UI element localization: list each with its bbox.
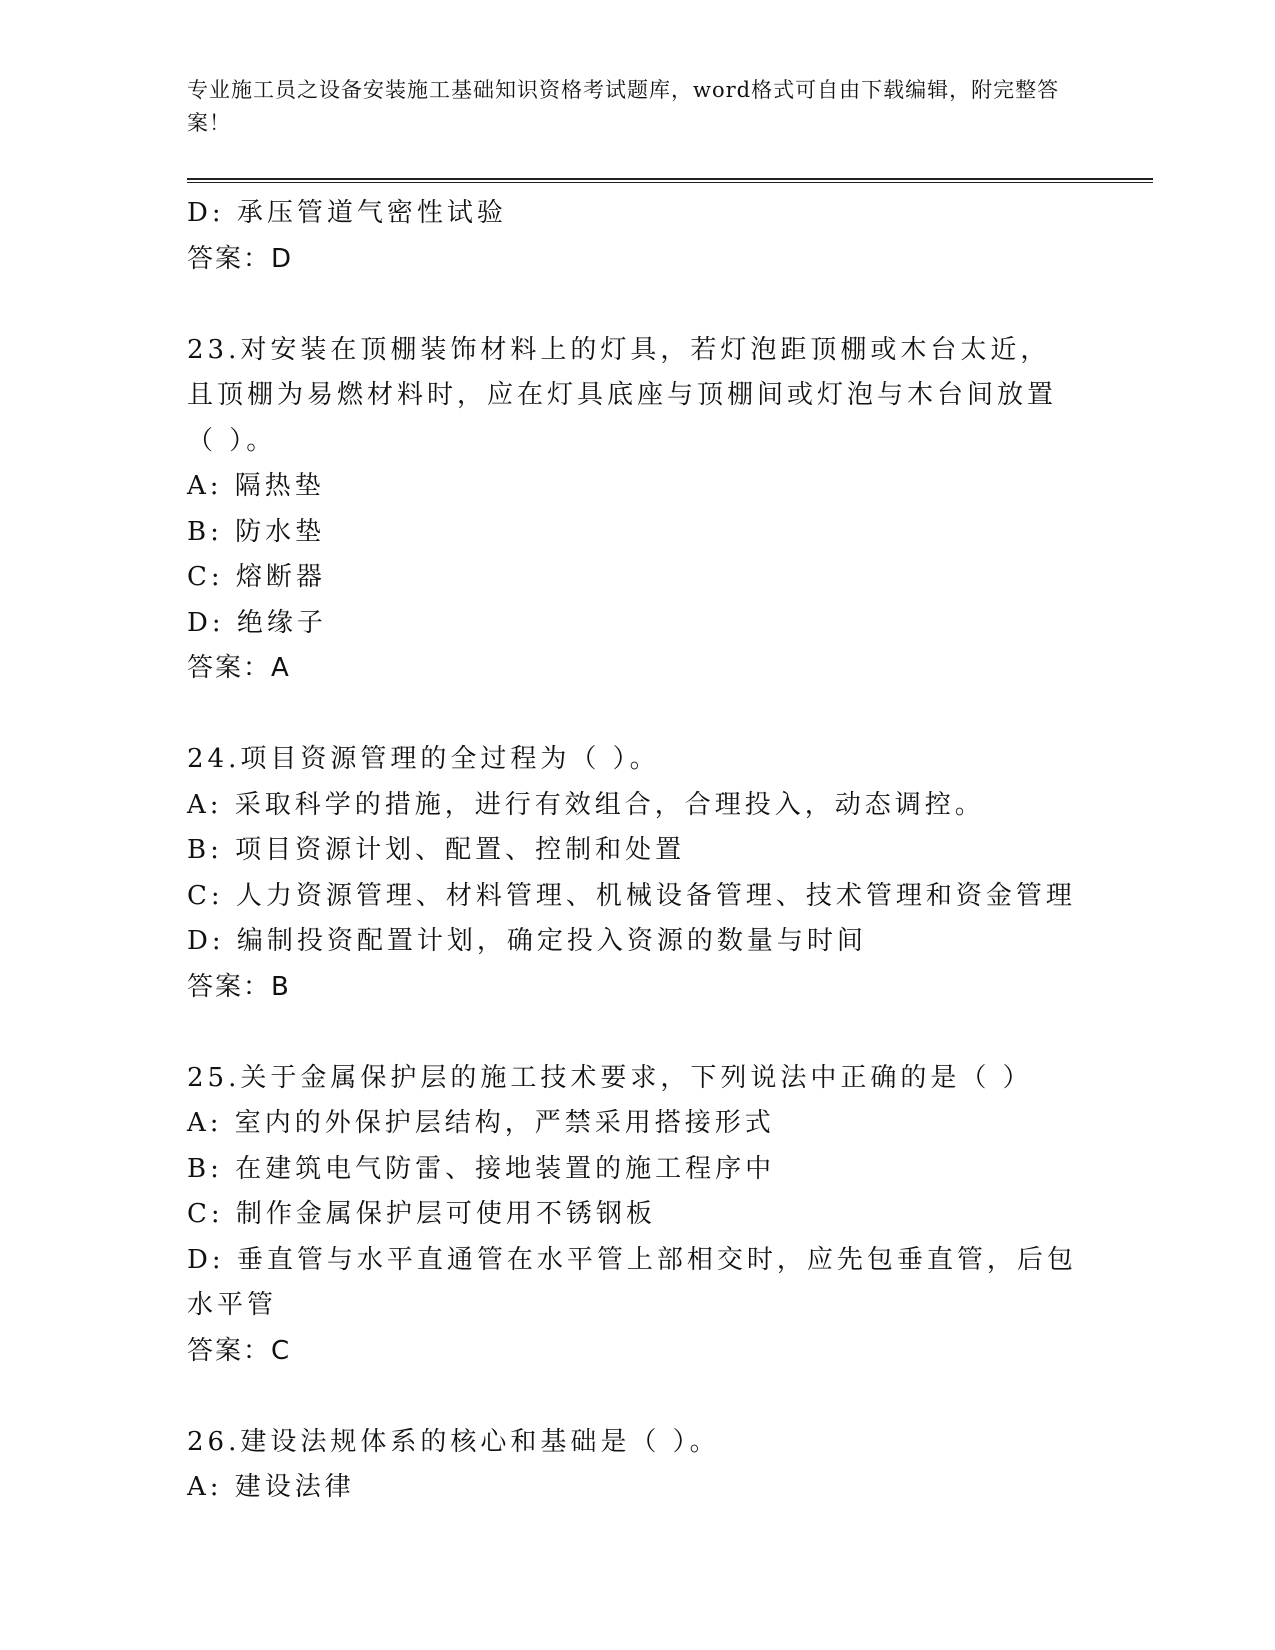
option-a: A: 采取科学的措施，进行有效组合，合理投入，动态调控。 — [187, 789, 985, 820]
option-b: B: 防水垫 — [187, 516, 326, 547]
option-b: B: 项目资源计划、配置、控制和处置 — [187, 835, 686, 865]
option-c: C: 熔断器 — [187, 562, 326, 592]
question-23 — [187, 328, 1087, 692]
question-26 — [187, 1420, 1087, 1511]
prev-option-d: D: 承压管道气密性试验 — [187, 198, 507, 228]
question-list — [187, 191, 1087, 1511]
option-b: B: 在建筑电气防雷、接地装置的施工程序中 — [187, 1153, 776, 1184]
spacer — [187, 1374, 1087, 1420]
prev-answer: 答案：D — [187, 243, 294, 274]
option-a: A: 室内的外保护层结构，严禁采用搭接形式 — [187, 1108, 775, 1138]
header-divider — [187, 178, 1153, 183]
document-header: 专业施工员之设备安装施工基础知识资格考试题库，word格式可自由下载编辑，附完整答案！ — [187, 78, 1060, 135]
answer: 答案：B — [187, 971, 291, 1002]
question-stem: 24.项目资源管理的全过程为（ ）。 — [187, 744, 660, 774]
question-stem: 26.建设法规体系的核心和基础是（ ）。 — [187, 1426, 720, 1457]
answer: 答案：C — [187, 1335, 292, 1366]
option-c: C: 制作金属保护层可使用不锈钢板 — [187, 1199, 656, 1229]
question-stem: 25.关于金属保护层的施工技术要求，下列说法中正确的是（ ） — [187, 1062, 1033, 1093]
option-d: D: 绝缘子 — [187, 607, 327, 638]
question-stem: 23.对安装在顶棚装饰材料上的灯具，若灯泡距顶棚或木台太近，且顶棚为易燃材料时，应在灯具底座与顶棚间或灯泡与木台间放置（ ）。 — [187, 334, 1058, 456]
question-24 — [187, 737, 1087, 1010]
option-c: C: 人力资源管理、材料管理、机械设备管理、技术管理和资金管理 — [187, 880, 1076, 911]
option-d: D: 垂直管与水平直通管在水平管上部相交时，应先包垂直管，后包水平管 — [187, 1244, 1077, 1320]
option-a: A: 隔热垫 — [187, 471, 325, 501]
answer: 答案：A — [187, 653, 291, 683]
option-d: D: 编制投资配置计划，确定投入资源的数量与时间 — [187, 926, 867, 956]
spacer — [187, 282, 1087, 328]
spacer — [187, 692, 1087, 738]
option-a: A: 建设法律 — [187, 1472, 355, 1502]
question-25 — [187, 1056, 1087, 1375]
spacer — [187, 1010, 1087, 1056]
